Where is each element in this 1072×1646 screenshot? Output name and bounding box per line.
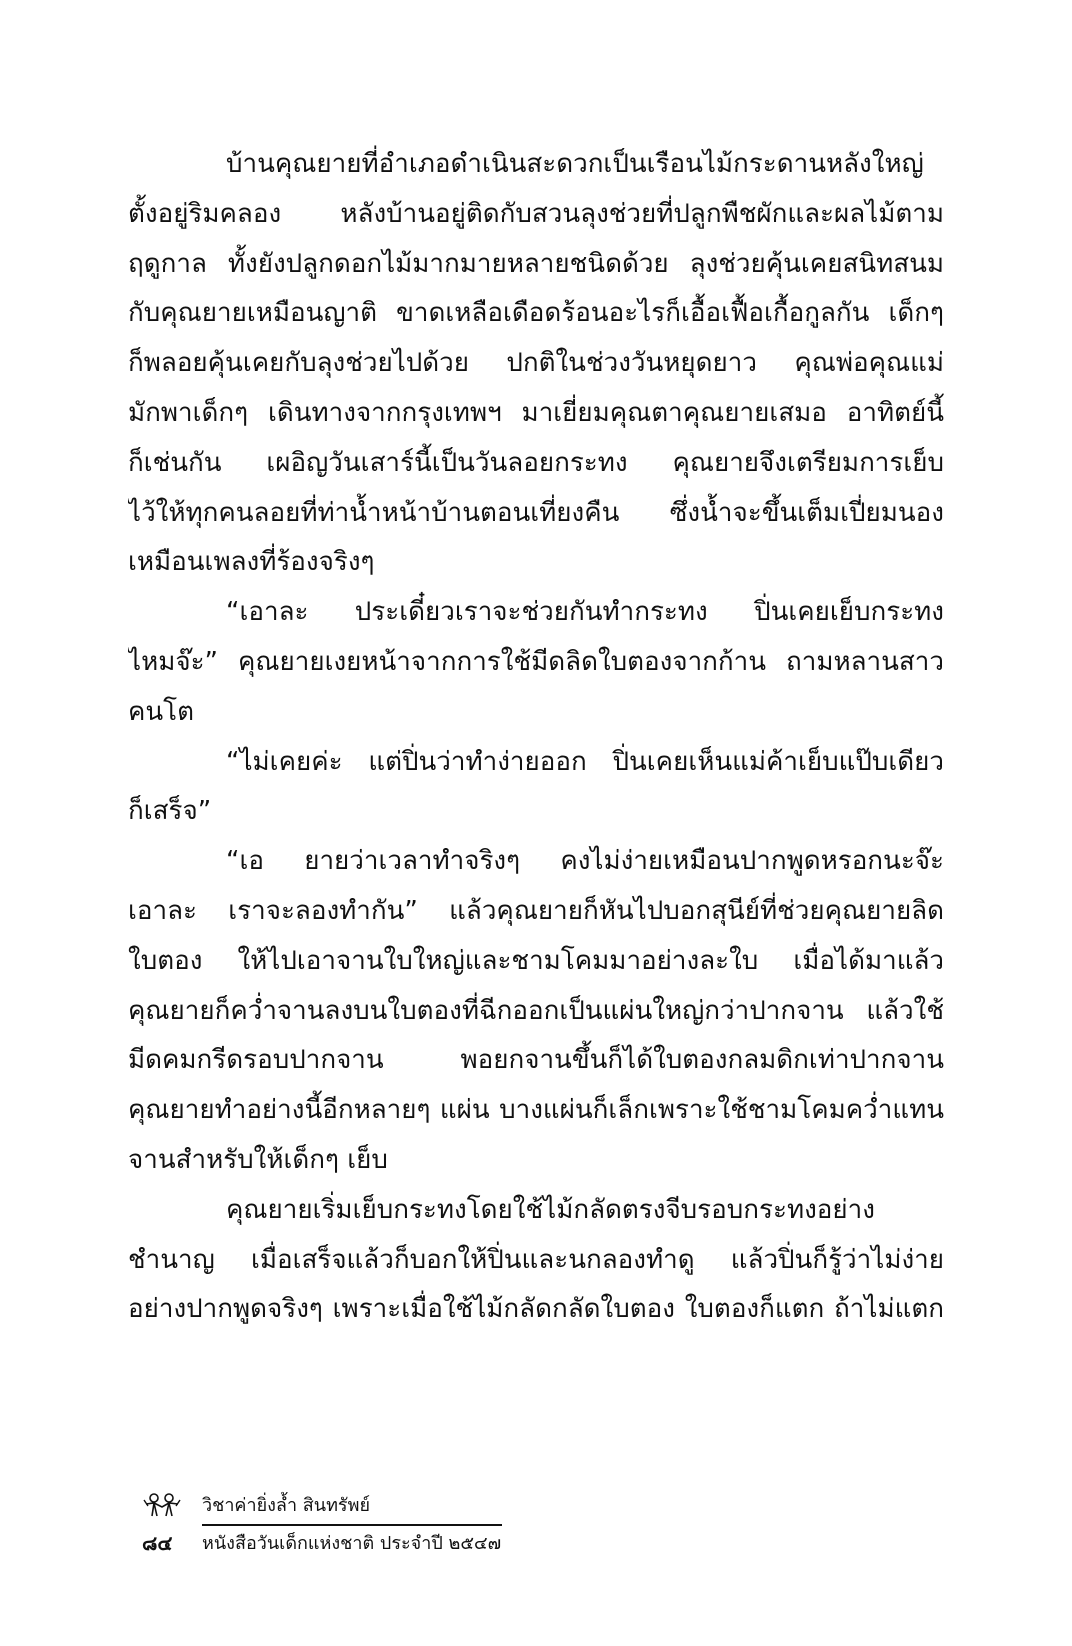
text-line: กับคุณยายเหมือนญาติ ขาดเหลือเดือดร้อนอะไรก็เอื้อเฟื้อเกื้อกูลกัน เด็กๆ [128, 298, 944, 329]
paragraph [128, 1186, 944, 1335]
page-number: ๘๔ [142, 1531, 173, 1555]
text-line: “เอาละ ประเดี๋ยวเราจะช่วยกันทำกระทง ปิ่นเคยเย็บกระทง [226, 597, 944, 628]
page-body [128, 140, 944, 1335]
paragraph [128, 588, 944, 737]
footer-book-title: หนังสือวันเด็กแห่งชาติ ประจำปี ๒๕๔๗ [202, 1533, 502, 1554]
text-line: มักพาเด็กๆ เดินทางจากกรุงเทพฯ มาเยี่ยมคุณตาคุณยายเสมอ อาทิตย์นี้ [128, 397, 944, 428]
page-footer [142, 1490, 502, 1560]
text-line: ตั้งอยู่ริมคลอง หลังบ้านอยู่ติดกับสวนลุงช่วยที่ปลูกพืชผักและผลไม้ตาม [128, 198, 944, 229]
text-line: บ้านคุณยายที่อำเภอดำเนินสะดวกเป็นเรือนไม้กระดานหลังใหญ่ [226, 149, 924, 179]
paragraph [128, 738, 944, 838]
text-line: คุณยายเริ่มเย็บกระทงโดยใช้ไม้กลัดตรงจีบรอบกระทงอย่าง [226, 1194, 875, 1225]
footer-series-title: วิชาค่ายิ่งล้ำ สินทรัพย์ [202, 1495, 371, 1516]
text-line: อย่างปากพูดจริงๆ เพราะเมื่อใช้ไม้กลัดกลัดใบตอง ใบตองก็แตก ถ้าไม่แตก [128, 1294, 944, 1325]
text-line: เอาละ เราจะลองทำกัน” แล้วคุณยายก็หันไปบอกสุนีย์ที่ช่วยคุณยายลิด [128, 895, 944, 926]
text-line: ใบตอง ให้ไปเอาจานใบใหญ่และชามโคมมาอย่างละใบ เมื่อได้มาแล้ว [128, 945, 944, 976]
text-line: ก็เสร็จ” [128, 796, 212, 827]
text-line: จานสำหรับให้เด็กๆ เย็บ [128, 1144, 388, 1175]
footer-divider [202, 1524, 502, 1526]
text-line: ไว้ให้ทุกคนลอยที่ท่าน้ำหน้าบ้านตอนเที่ยงคืน ซึ่งน้ำจะขึ้นเต็มเปี่ยมนอง [128, 497, 944, 528]
text-line: “ไม่เคยค่ะ แต่ปิ่นว่าทำง่ายออก ปิ่นเคยเห็นแม่ค้าเย็บแป๊บเดียว [226, 746, 944, 777]
text-line: มีดคมกรีดรอบปากจาน พอยกจานขึ้นก็ได้ใบตองกลมดิกเท่าปากจาน [128, 1045, 944, 1076]
text-line: คุณยายก็คว่ำจานลงบนใบตองที่ฉีกออกเป็นแผ่นใหญ่กว่าปากจาน แล้วใช้ [128, 995, 944, 1026]
text-line: เหมือนเพลงที่ร้องจริงๆ [128, 547, 375, 578]
text-line: คุณยายทำอย่างนี้อีกหลายๆ แผ่น บางแผ่นก็เล็กเพราะใช้ชามโคมคว่ำแทน [128, 1095, 944, 1126]
text-line: ก็พลอยคุ้นเคยกับลุงช่วยไปด้วย ปกติในช่วงวันหยุดยาว คุณพ่อคุณแม่ [128, 348, 944, 379]
paragraph [128, 837, 944, 1186]
text-line: ไหมจ๊ะ” คุณยายเงยหน้าจากการใช้มีดลิดใบตองจากก้าน ถามหลานสาว [128, 646, 944, 677]
text-line: ฤดูกาล ทั้งยังปลูกดอกไม้มากมายหลายชนิดด้วย ลุงช่วยคุ้นเคยสนิทสนม [128, 248, 944, 279]
text-line: คนโต [128, 696, 195, 727]
text-line: ก็เช่นกัน เผอิญวันเสาร์นี้เป็นวันลอยกระทง คุณยายจึงเตรียมการเย็บ [128, 447, 944, 478]
text-line: ชำนาญ เมื่อเสร็จแล้วก็บอกให้ปิ่นและนกลองทำดู แล้วปิ่นก็รู้ว่าไม่ง่าย [128, 1244, 944, 1275]
text-line: “เอ ยายว่าเวลาทำจริงๆ คงไม่ง่ายเหมือนปากพูดหรอกนะจ๊ะ [226, 846, 944, 877]
children-logo-icon [142, 1490, 182, 1520]
paragraph [128, 140, 944, 588]
